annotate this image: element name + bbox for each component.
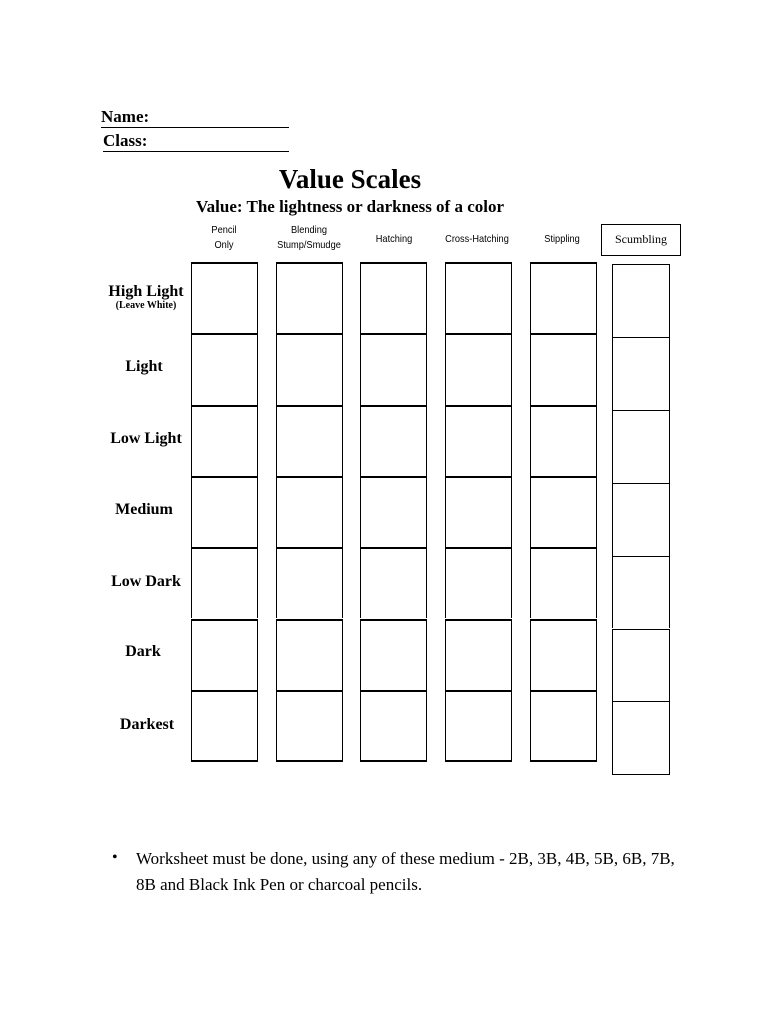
value-box xyxy=(445,690,512,762)
value-box xyxy=(360,405,427,476)
class-field-label: Class: xyxy=(103,131,289,152)
value-box xyxy=(530,333,597,404)
value-box xyxy=(445,333,512,404)
value-box xyxy=(360,619,427,690)
value-box xyxy=(191,619,258,690)
value-box xyxy=(612,410,670,483)
value-box xyxy=(276,405,343,476)
row-label-light: Light xyxy=(125,358,163,375)
column-header-scumbling: Scumbling xyxy=(601,224,681,256)
name-field-label: Name: xyxy=(101,107,289,128)
value-box xyxy=(360,333,427,404)
column-header-hatching: Hatching xyxy=(375,233,413,245)
value-box xyxy=(445,405,512,476)
row-label-high-light xyxy=(91,283,201,311)
value-box xyxy=(360,262,427,333)
value-box xyxy=(191,690,258,762)
row-label-dark: Dark xyxy=(125,643,161,660)
column-header-cross-hatching: Cross-Hatching xyxy=(445,233,509,245)
row-label-darkest: Darkest xyxy=(119,716,175,733)
value-box xyxy=(530,476,597,547)
value-box xyxy=(191,405,258,476)
value-box xyxy=(360,547,427,618)
value-box xyxy=(530,619,597,690)
value-box xyxy=(360,690,427,762)
row-label-low-dark: Low Dark xyxy=(111,573,181,590)
value-box xyxy=(276,333,343,404)
value-box xyxy=(530,262,597,333)
value-box xyxy=(445,619,512,690)
value-box xyxy=(360,476,427,547)
value-box xyxy=(276,547,343,618)
value-box xyxy=(276,476,343,547)
value-box xyxy=(612,264,670,337)
value-box xyxy=(276,619,343,690)
page-title: Value Scales xyxy=(278,164,422,194)
value-box xyxy=(612,556,670,629)
instructions-text: Worksheet must be done, using any of these medium - 2B, 3B, 4B, 5B, 6B, 7B, 8B and Black Ink Pen or charcoal pencils. xyxy=(136,849,675,894)
column-header-blending-stump: Blending Stump/Smudge xyxy=(277,224,341,251)
value-box xyxy=(530,405,597,476)
value-box xyxy=(612,337,670,410)
value-box xyxy=(530,547,597,618)
row-label-high-light-text: High Light xyxy=(108,283,184,300)
value-box xyxy=(191,476,258,547)
value-box xyxy=(191,262,258,333)
row-sublabel-leave-white: (Leave White) xyxy=(115,300,177,311)
value-box xyxy=(612,701,670,775)
value-box xyxy=(445,262,512,333)
value-box xyxy=(612,483,670,556)
value-box xyxy=(276,262,343,333)
instructions-note xyxy=(112,846,692,898)
page-subtitle: Value: The lightness or darkness of a color xyxy=(195,197,505,216)
row-label-medium: Medium xyxy=(115,501,173,518)
value-box xyxy=(530,690,597,762)
value-box xyxy=(191,333,258,404)
value-box xyxy=(276,690,343,762)
row-label-low-light: Low Light xyxy=(110,430,182,447)
column-header-pencil-only: Pencil Only xyxy=(211,224,237,251)
value-box xyxy=(191,547,258,618)
value-box xyxy=(445,547,512,618)
bullet-icon: • xyxy=(112,849,118,866)
column-header-stippling: Stippling xyxy=(544,233,580,245)
value-box xyxy=(612,629,670,702)
value-box xyxy=(445,476,512,547)
